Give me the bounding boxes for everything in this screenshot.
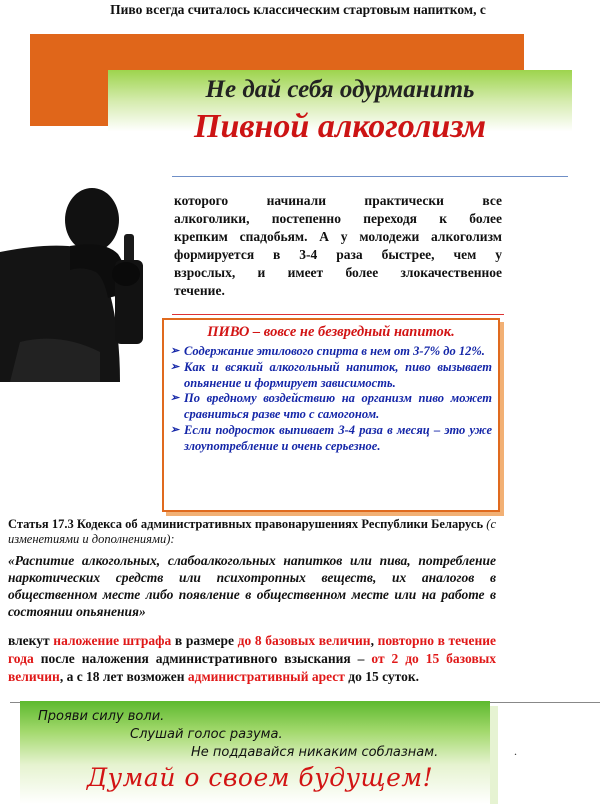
law-article-note: (с изменетиями и дополнениями): <box>8 517 497 546</box>
slogan: Думай о своем будущем! <box>86 763 434 792</box>
stray-dot: . <box>514 744 517 758</box>
law-quote: «Распитие алкогольных, слабоалкогольных напитков или пива, потребление наркотических средств или психотропных веществ, их аналогов в общественном месте либо появление в общественном месте или на работе в состоянии опьянения» <box>8 553 496 619</box>
intro-text: Пиво всегда считалось классическим стартовым напитком, с <box>110 2 486 17</box>
divider <box>172 314 504 315</box>
list-item: ➢ Если подросток выпивает 3-4 раза в месяц – это уже злоупотребление и очень серьезное. <box>170 422 492 453</box>
highlight: от 2 до 15 базовых величин <box>8 651 497 684</box>
drinking-man-silhouette-icon <box>0 182 172 382</box>
facts-box-title: ПИВО – вовсе не безвредный напиток. <box>207 324 455 340</box>
list-item: ➢ По вредному воздействию на организм пиво может сравниться разве что с самогоном. <box>170 391 492 422</box>
arrow-bullet-icon: ➢ <box>170 392 180 405</box>
facts-box <box>162 318 500 512</box>
arrow-bullet-icon: ➢ <box>170 345 180 357</box>
law-article-title: Статья 17.3 Кодекса об административных правонарушениях Республики Беларусь <box>8 517 484 531</box>
highlight: до 8 базовых величин <box>237 633 371 648</box>
highlight: повторно в течение года <box>8 633 496 666</box>
motto-line: Не поддавайся никаким соблазнам. <box>191 745 439 760</box>
paragraph-line: формируется в 3-4 раза быстрее, чем у <box>174 247 502 262</box>
list-item: ➢ Содержание этилового спирта в нем от 3-7% до 12%. <box>170 344 485 358</box>
paragraph-line: течение. <box>174 283 225 298</box>
subtitle: Не дай себя одурманить <box>205 76 475 103</box>
list-item: ➢ Как и всякий алкогольный напиток, пиво вызывает опьянение и формирует зависимость. <box>170 359 492 390</box>
highlight: административный арест <box>187 669 345 684</box>
paragraph-line: взрослых, и имеет более злокачественное <box>174 265 502 280</box>
intro-paragraph <box>174 192 502 300</box>
paragraph-line: крепким спадобьям. А у молодежи алкоголизм <box>174 229 502 244</box>
penalty-text: влекут наложение штрафа в размере до 8 базовых величин, повторно в течение года после наложения административного взыскания – от 2 до 15 базовых величин, а с 18 лет возможен административный арест до 15 суток. <box>8 633 497 684</box>
law-article <box>8 517 496 547</box>
highlight: наложение штрафа <box>53 633 172 648</box>
motto-line: Прояви силу воли. <box>38 709 165 724</box>
page-title: Пивной алкоголизм <box>194 108 486 145</box>
arrow-bullet-icon: ➢ <box>170 423 180 436</box>
divider <box>172 176 568 177</box>
motto-line: Слушай голос разума. <box>130 727 283 742</box>
paragraph-line: алкоголики, постепенно переходя к более <box>174 211 502 226</box>
facts-list <box>170 344 492 455</box>
paragraph-line: которого начинали практически все <box>174 193 502 208</box>
arrow-bullet-icon: ➢ <box>170 360 180 373</box>
